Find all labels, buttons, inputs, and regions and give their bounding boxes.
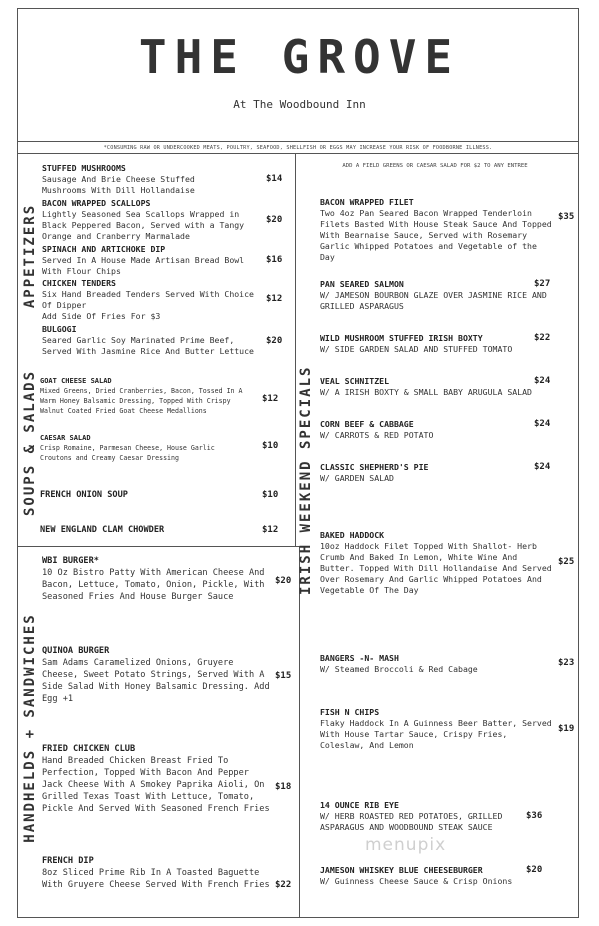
menu-item	[42, 198, 247, 242]
menu-item	[320, 865, 525, 887]
item-price: $23	[558, 658, 575, 668]
item-name: GOAT CHEESE SALAD	[40, 377, 112, 385]
menu-item	[320, 530, 554, 596]
item-desc: Sam Adams Caramelized Onions, Gruyere Cheese, Sweet Potato Strings, Served With A Side Salad With Honey Balsamic Dressing. Add Egg +1	[42, 658, 270, 704]
item-desc: W/ Steamed Broccoli & Red Cabage	[320, 664, 478, 674]
item-name: CAESAR SALAD	[40, 434, 91, 442]
divider-handhelds	[17, 546, 299, 547]
item-desc: Six Hand Breaded Tenders Served With Choice Of Dipper	[42, 289, 254, 310]
item-name: NEW ENGLAND CLAM CHOWDER	[40, 525, 165, 535]
item-price: $22	[275, 880, 292, 890]
item-price: $20	[266, 215, 283, 225]
menu-item	[42, 163, 242, 196]
item-desc: W/ Guinness Cheese Sauce & Crisp Onions	[320, 876, 513, 886]
item-price: $12	[262, 394, 279, 404]
item-price: $19	[558, 724, 575, 734]
item-desc: W/ A IRISH BOXTY & SMALL BABY ARUGULA SALAD	[320, 387, 532, 397]
item-price: $15	[275, 671, 292, 681]
item-desc: Mixed Greens, Dried Cranberries, Bacon, Tossed In A Warm Honey Balsamic Dressing, Topped With Crispy Walnut Coated Fried Goat Cheese Medallions	[40, 387, 243, 415]
item-price: $24	[534, 376, 551, 386]
item-price: $10	[262, 490, 279, 500]
item-price: $20	[266, 336, 283, 346]
divider-center-upper	[295, 153, 296, 546]
item-name: BAKED HADDOCK	[320, 530, 385, 540]
item-price: $24	[534, 462, 551, 472]
food-warning: *CONSUMING RAW OR UNDERCOOKED MEATS, POULTRY, SEAFOOD, SHELLFISH OR EGGS MAY INCREASE YOUR RISK OF FOODBORNE ILLNESS.	[103, 145, 493, 151]
section-specials: IRISH WEEKEND SPECIALS	[298, 365, 314, 595]
menu-item	[42, 856, 272, 891]
menu-item	[42, 744, 272, 815]
menu-item	[320, 707, 554, 751]
item-desc: 8oz Sliced Prime Rib In A Toasted Baguette With Gruyere Cheese Served With French Fries	[42, 868, 270, 890]
item-name: JAMESON WHISKEY BLUE CHEESEBURGER	[320, 865, 483, 875]
item-name: FRENCH DIP	[42, 856, 94, 866]
item-price: $10	[262, 441, 279, 451]
section-handhelds: HANDHELDS + SANDWICHES	[22, 613, 38, 843]
item-desc: Seared Garlic Soy Marinated Prime Beef, Served With Jasmine Rice And Butter Lettuce	[42, 335, 254, 356]
menu-item	[42, 646, 272, 705]
item-desc: W/ SIDE GARDEN SALAD AND STUFFED TOMATO	[320, 344, 513, 354]
menu-item	[42, 324, 254, 357]
menu-item	[320, 800, 520, 833]
divider-center-lower	[299, 546, 300, 918]
item-name: PAN SEARED SALMON	[320, 279, 404, 289]
menu-item	[320, 462, 530, 484]
menu-item	[40, 433, 250, 463]
item-name: CHICKEN TENDERS	[42, 278, 116, 288]
item-price: $12	[266, 294, 283, 304]
item-price: $14	[266, 174, 283, 184]
item-name: BULGOGI	[42, 324, 77, 334]
menu-item	[40, 490, 250, 501]
item-name: WBI BURGER*	[42, 556, 99, 566]
item-desc: Lightly Seasoned Sea Scallops Wrapped in Black Peppered Bacon, Served with a Tangy Orange and Cranberry Marmalade	[42, 209, 245, 241]
item-price: $20	[526, 865, 543, 875]
menu-item	[42, 556, 272, 603]
item-desc: W/ CARROTS & RED POTATO	[320, 430, 434, 440]
item-desc: Two 4oz Pan Seared Bacon Wrapped Tenderloin Filets Basted With House Steak Sauce And Topped With Bearnaise Sauce, Served with Rosemary Garlic Whipped Potatoes and Vegetable of the Day	[320, 208, 552, 262]
item-desc: Crisp Romaine, Parmesan Cheese, House Garlic Croutons and Creamy Caesar Dressing	[40, 444, 215, 462]
item-price: $22	[534, 333, 551, 343]
item-name: WILD MUSHROOM STUFFED IRISH BOXTY	[320, 333, 483, 343]
item-price: $36	[526, 811, 543, 821]
menu-item	[320, 279, 551, 312]
item-price: $25	[558, 557, 575, 567]
watermark: menupix	[365, 835, 447, 855]
item-price: $18	[275, 782, 292, 792]
menu-item	[42, 244, 247, 277]
item-name: BANGERS -N- MASH	[320, 653, 399, 663]
item-name: 14 OUNCE RIB EYE	[320, 800, 399, 810]
item-name: FRENCH ONION SOUP	[40, 490, 128, 500]
item-name: FRIED CHICKEN CLUB	[42, 744, 136, 754]
item-desc: 10 Oz Bistro Patty With American Cheese And Bacon, Lettuce, Tomato, Onion, Pickle, With Seasoned Fries And House Burger Sauce	[42, 568, 265, 602]
menu-item	[40, 376, 255, 416]
item-desc: 10oz Haddock Filet Topped With Shallot- Herb Crumb And Baked In Lemon, White Wine And Butter. Topped With Dill Hollandaise And Served Over Rosemary And Garlic Whipped Potatoes And Vegetable Of The Day	[320, 541, 552, 595]
section-appetizers: APPETIZERS	[22, 203, 38, 309]
item-price: $35	[558, 212, 575, 222]
item-name: QUINOA BURGER	[42, 646, 110, 656]
item-desc: W/ HERB ROASTED RED POTATOES, GRILLED ASPARAGUS AND WOODBOUND STEAK SAUCE	[320, 811, 503, 832]
item-desc: Sausage And Brie Cheese Stuffed Mushrooms With Dill Hollandaise	[42, 174, 195, 195]
menu-item	[320, 419, 530, 441]
section-soups-salads: SOUPS & SALADS	[22, 369, 38, 516]
item-desc: Served In A House Made Artisan Bread Bowl With Flour Chips	[42, 255, 245, 276]
item-desc: W/ JAMESON BOURBON GLAZE OVER JASMINE RICE AND GRILLED ASPARAGUS	[320, 290, 547, 311]
divider-top	[17, 141, 579, 142]
specials-note: ADD A FIELD GREENS OR CAESAR SALAD FOR $2 TO ANY ENTREE	[342, 163, 528, 169]
item-price: $20	[275, 576, 292, 586]
restaurant-subtitle: At The Woodbound Inn	[233, 98, 366, 111]
item-name: FISH N CHIPS	[320, 707, 380, 717]
item-addon: Add Side Of Fries For $3	[42, 311, 161, 321]
item-desc: Hand Breaded Chicken Breast Fried To Perfection, Topped With Bacon And Pepper Jack Cheese With A Smokey Paprika Aioli, On Grilled Texas Toast With Lettuce, Tomato, Pickle And Served With Seasoned French Fries	[42, 756, 270, 814]
item-price: $16	[266, 255, 283, 265]
menu-item	[42, 278, 254, 322]
item-desc: W/ GARDEN SALAD	[320, 473, 394, 483]
menu-item	[40, 525, 250, 536]
item-price: $24	[534, 419, 551, 429]
item-name: SPINACH AND ARTICHOKE DIP	[42, 244, 166, 254]
item-name: CORN BEEF & CABBAGE	[320, 419, 414, 429]
menu-item	[320, 653, 540, 675]
restaurant-title: THE GROVE	[138, 30, 461, 84]
item-name: BACON WRAPPED FILET	[320, 197, 414, 207]
item-price: $12	[262, 525, 279, 535]
item-name: STUFFED MUSHROOMS	[42, 163, 126, 173]
item-name: CLASSIC SHEPHERD'S PIE	[320, 462, 429, 472]
menu-item	[320, 197, 556, 263]
item-price: $27	[534, 279, 551, 289]
item-name: BACON WRAPPED SCALLOPS	[42, 198, 151, 208]
item-name: VEAL SCHNITZEL	[320, 376, 390, 386]
menu-item	[320, 376, 535, 398]
menu-item	[320, 333, 530, 355]
divider-warning	[17, 153, 579, 154]
item-desc: Flaky Haddock In A Guinness Beer Batter, Served With House Tartar Sauce, Crispy Fries, Coleslaw, And Lemon	[320, 718, 552, 750]
